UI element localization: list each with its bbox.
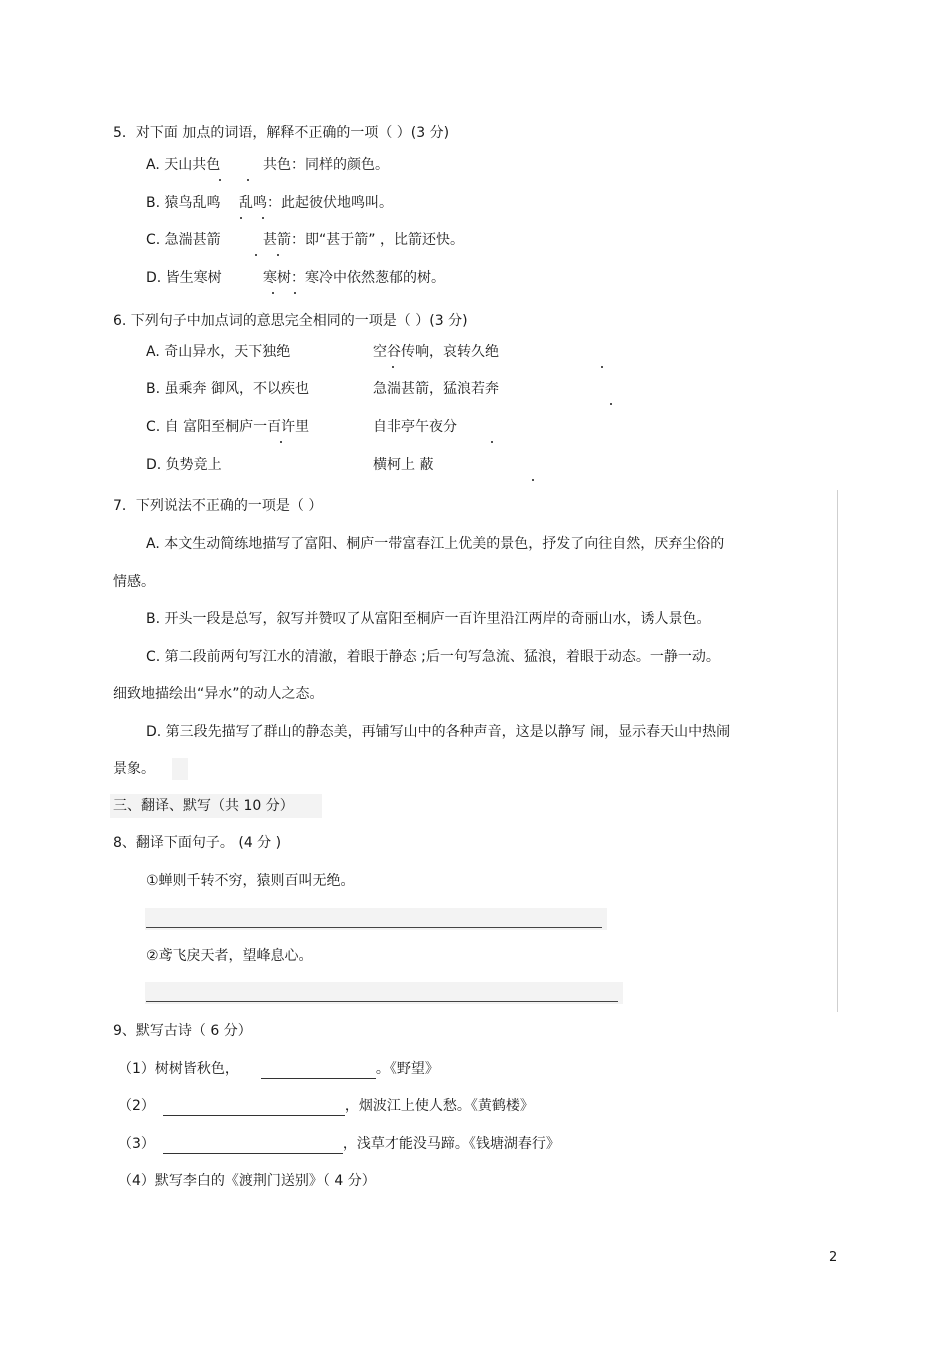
q8-sentence-1: ①蝉则千转不穷，猿则百叫无绝。 <box>146 873 355 889</box>
answer-line-2[interactable] <box>146 1001 618 1002</box>
q9-line-2-prefix: （2） <box>118 1098 155 1114</box>
q7-option-d-line1: D. 第三段先描写了群山的静态美，再铺写山中的各种声音，这是以静写 闹，显示春天山中热闹 <box>146 724 731 740</box>
q5-option-b-expl: 乱鸣：此起彼伏地鸣叫。 <box>239 195 393 211</box>
page-number: 2 <box>829 1250 838 1265</box>
q6-option-c-right: 自非亭午夜分 <box>373 419 457 435</box>
q8-sentence-2: ②鸢飞戾天者，望峰息心。 <box>146 948 313 964</box>
q6-option-b-left: B. 虽乘奔 御风，不以疾也 <box>146 381 309 397</box>
dot-mark <box>600 343 604 361</box>
fill-blank-3[interactable] <box>163 1138 343 1154</box>
margin-line <box>837 490 838 1012</box>
q6-option-a-right: 空谷传响，哀转久绝 <box>373 344 499 360</box>
dot-mark <box>254 231 258 249</box>
section-3-heading: 三、翻译、默写（共 10 分） <box>113 798 294 814</box>
q6-stem: 6. 下列句子中加点词的意思完全相同的一项是（ ）(3 分) <box>113 313 468 329</box>
q5-option-d-expl: 寒树：寒冷中依然葱郁的树。 <box>263 270 445 286</box>
dot-mark <box>212 156 228 174</box>
q7-option-c-line1: C. 第二段前两句写江水的清澈，着眼于静态 ;后一句写急流、猛浪，着眼于动态。一静一动。 <box>146 649 720 665</box>
q7-option-a-line2: 情感。 <box>113 574 155 590</box>
scan-shade <box>172 758 188 780</box>
q9-line-2 <box>118 1096 534 1116</box>
q9-line-3-prefix: （3） <box>118 1136 155 1152</box>
dot-mark <box>279 418 283 436</box>
dot-mark <box>609 380 613 398</box>
q8-stem: 8、翻译下面句子。 (4 分 ) <box>113 835 282 851</box>
dot-mark <box>531 456 535 474</box>
fill-blank-2[interactable] <box>163 1100 345 1116</box>
q5-option-c-term: C. 急湍甚箭 <box>146 232 221 248</box>
q6-option-d-right: 横柯上 蔽 <box>373 457 434 473</box>
q7-option-a-line1: A. 本文生动简练地描写了富阳、桐庐一带富春江上优美的景色，抒发了向往自然，厌弃尘俗的 <box>146 536 725 552</box>
q5-option-a-expl: 共色：同样的颜色。 <box>263 157 389 173</box>
q9-line-1 <box>118 1059 439 1079</box>
dot-mark <box>246 156 250 174</box>
q9-line-3-suffix: ，浅草才能没马蹄。《钱塘湖春行》 <box>342 1136 560 1152</box>
q9-line-3 <box>118 1134 560 1154</box>
fill-blank-1[interactable] <box>261 1063 376 1079</box>
q5-option-d-term: D. 皆生寒树 <box>146 270 222 286</box>
q7-option-d-line2: 景象。 <box>113 761 155 777</box>
q5-option-c-expl: 甚箭：即“甚于箭” ，比箭还快。 <box>263 232 464 248</box>
q6-option-b-right: 急湍甚箭，猛浪若奔 <box>373 381 499 397</box>
q9-line-2-suffix: ，烟波江上使人愁。《黄鹤楼》 <box>344 1098 534 1114</box>
q9-line-1-suffix: 。《野望》 <box>375 1061 439 1077</box>
q5-option-b-term: B. 猿鸟乱鸣 <box>146 195 221 211</box>
q9-line-1-prefix: （1）树树皆秋色， <box>118 1061 239 1077</box>
q5-stem: 5．对下面 加点的词语，解释不正确的一项（ ）(3 分) <box>113 125 450 141</box>
q7-option-b: B. 开头一段是总写，叙写并赞叹了从富阳至桐庐一百许里沿江两岸的奇丽山水，诱人景色。 <box>146 611 711 627</box>
dot-mark <box>490 418 494 436</box>
q9-line-4: （4）默写李白的《渡荆门送别》（ 4 分） <box>118 1173 376 1189</box>
q5-option-a-term: A. 天山共色 <box>146 157 221 173</box>
q6-option-c-left: C. 自 富阳至桐庐一百许里 <box>146 419 310 435</box>
q7-stem: 7．下列说法不正确的一项是（ ） <box>113 498 323 514</box>
q6-option-a-left: A. 奇山异水，天下独绝 <box>146 344 291 360</box>
q7-option-c-line2: 细致地描绘出“异水”的动人之态。 <box>113 686 324 702</box>
answer-line-1[interactable] <box>146 927 602 928</box>
q9-stem: 9、默写古诗（ 6 分） <box>113 1023 252 1039</box>
q6-option-d-left: D. 负势竞上 <box>146 457 222 473</box>
